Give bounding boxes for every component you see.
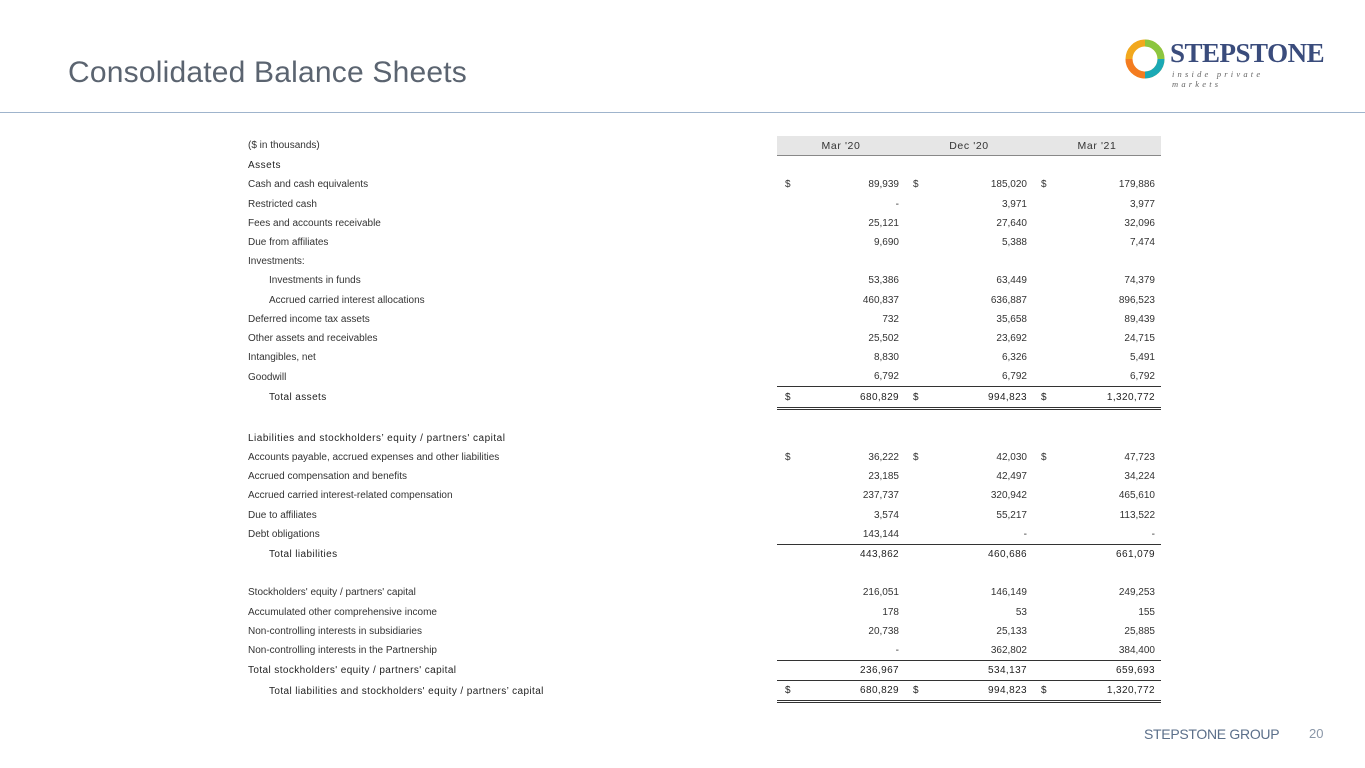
currency-symbol xyxy=(905,622,935,641)
column-header: Dec '20 xyxy=(905,136,1033,156)
column-header: Mar '20 xyxy=(777,136,905,156)
row-label: Accrued carried interest-related compensation xyxy=(248,490,453,502)
table-row xyxy=(244,195,1161,214)
currency-symbol xyxy=(777,348,807,367)
row-value xyxy=(807,156,905,176)
page-title: Consolidated Balance Sheets xyxy=(68,56,468,89)
currency-symbol: $ xyxy=(913,179,919,191)
row-value: 9,690 xyxy=(873,237,899,249)
total-assets-row xyxy=(244,387,1161,408)
row-value: - xyxy=(895,644,899,656)
row-label: Deferred income tax assets xyxy=(248,313,370,325)
currency-symbol xyxy=(905,310,935,329)
header-divider xyxy=(0,112,1365,113)
table-row xyxy=(244,329,1161,348)
currency-symbol xyxy=(777,310,807,329)
currency-symbol: $ xyxy=(1041,179,1047,191)
table-row xyxy=(244,233,1161,252)
currency-symbol xyxy=(905,583,935,602)
row-value: 1,320,772 xyxy=(1063,681,1161,702)
currency-symbol: $ xyxy=(777,387,807,408)
currency-symbol xyxy=(777,291,807,310)
row-label: Liabilities and stockholders’ equity / partners' capital xyxy=(248,432,506,444)
row-label: Non-controlling interests in the Partnership xyxy=(248,645,437,657)
row-value: 236,967 xyxy=(807,661,905,681)
row-label xyxy=(244,408,777,429)
currency-symbol xyxy=(905,252,935,271)
currency-symbol xyxy=(905,348,935,367)
currency-symbol xyxy=(905,408,935,429)
table-row xyxy=(244,603,1161,622)
currency-symbol xyxy=(1033,603,1063,622)
row-label: Assets xyxy=(248,160,282,172)
row-value: 460,837 xyxy=(862,294,899,306)
row-value xyxy=(1063,252,1161,271)
table-row xyxy=(244,583,1161,602)
row-value: 5,491 xyxy=(1129,352,1155,364)
table-row xyxy=(244,641,1161,661)
row-value xyxy=(935,156,1033,176)
table-row xyxy=(244,448,1161,467)
row-value: 25,502 xyxy=(868,332,899,344)
table-row xyxy=(244,467,1161,486)
row-label: Accounts payable, accrued expenses and other liabilities xyxy=(248,452,500,464)
row-value: 362,802 xyxy=(990,644,1027,656)
currency-symbol xyxy=(905,156,935,176)
currency-symbol xyxy=(777,429,807,448)
row-label: Investments: xyxy=(248,256,305,268)
currency-symbol: $ xyxy=(1033,387,1063,408)
row-value: 35,658 xyxy=(996,313,1027,325)
currency-symbol xyxy=(905,506,935,525)
table-row xyxy=(244,348,1161,367)
row-value: 36,222 xyxy=(868,452,899,464)
currency-symbol xyxy=(1033,583,1063,602)
row-value: 661,079 xyxy=(1063,544,1161,564)
row-value: 237,737 xyxy=(862,490,899,502)
currency-symbol xyxy=(1033,195,1063,214)
currency-symbol xyxy=(777,661,807,681)
table-header-row xyxy=(244,136,1161,156)
currency-symbol xyxy=(777,641,807,661)
row-value: 6,792 xyxy=(1129,371,1155,383)
row-label: Intangibles, net xyxy=(248,352,316,364)
currency-symbol xyxy=(777,603,807,622)
table-row xyxy=(244,310,1161,329)
currency-symbol xyxy=(777,467,807,486)
row-value: 994,823 xyxy=(935,681,1033,702)
row-value: 25,133 xyxy=(996,625,1027,637)
row-value: 53,386 xyxy=(868,275,899,287)
row-value: - xyxy=(1151,528,1155,540)
row-value: 384,400 xyxy=(1118,644,1155,656)
currency-symbol xyxy=(777,252,807,271)
row-value: 443,862 xyxy=(807,544,905,564)
currency-symbol xyxy=(905,486,935,505)
row-value: 74,379 xyxy=(1124,275,1155,287)
row-value: 155 xyxy=(1138,606,1155,618)
row-label: Fees and accounts receivable xyxy=(248,217,381,229)
row-value: 6,792 xyxy=(873,371,899,383)
row-value: 8,830 xyxy=(873,352,899,364)
row-label xyxy=(244,564,777,583)
currency-symbol xyxy=(905,214,935,233)
currency-symbol: $ xyxy=(913,452,919,464)
currency-symbol xyxy=(1033,467,1063,486)
currency-symbol xyxy=(1033,641,1063,661)
row-value: 20,738 xyxy=(868,625,899,637)
total-liabilities-row xyxy=(244,544,1161,564)
currency-symbol xyxy=(777,214,807,233)
row-value: 178 xyxy=(882,606,899,618)
row-value: 89,439 xyxy=(1124,313,1155,325)
currency-symbol xyxy=(905,291,935,310)
logo-ring-icon xyxy=(1124,38,1166,80)
row-label: Debt obligations xyxy=(248,529,320,541)
logo-tagline: inside private markets xyxy=(1172,69,1264,89)
table-row xyxy=(244,252,1161,271)
row-value: 25,121 xyxy=(868,217,899,229)
currency-symbol xyxy=(1033,367,1063,387)
currency-symbol: $ xyxy=(905,387,935,408)
table-row xyxy=(244,622,1161,641)
currency-symbol xyxy=(777,156,807,176)
unit-label: ($ in thousands) xyxy=(248,140,320,152)
row-value: 27,640 xyxy=(996,217,1027,229)
row-label: Investments in funds xyxy=(269,275,361,287)
row-value: 143,144 xyxy=(862,528,899,540)
currency-symbol xyxy=(777,367,807,387)
row-label: Total assets xyxy=(269,392,327,404)
row-value: 7,474 xyxy=(1129,237,1155,249)
logo-wordmark: STEPSTONE xyxy=(1170,38,1325,68)
row-label: Total liabilities and stockholders' equity / partners’ capital xyxy=(269,685,544,697)
row-value: 42,497 xyxy=(996,471,1027,483)
row-label: Due from affiliates xyxy=(248,237,329,249)
currency-symbol: $ xyxy=(777,681,807,702)
row-value xyxy=(935,564,1033,583)
row-value: 680,829 xyxy=(807,681,905,702)
table-row xyxy=(244,506,1161,525)
row-value: 42,030 xyxy=(996,452,1027,464)
currency-symbol xyxy=(1033,408,1063,429)
currency-symbol xyxy=(1033,291,1063,310)
currency-symbol xyxy=(1033,329,1063,348)
currency-symbol xyxy=(1033,564,1063,583)
row-value: 249,253 xyxy=(1118,587,1155,599)
currency-symbol xyxy=(1033,271,1063,290)
row-label: Stockholders' equity / partners' capital xyxy=(248,587,416,599)
currency-symbol xyxy=(905,233,935,252)
currency-symbol xyxy=(777,544,807,564)
row-value: 994,823 xyxy=(935,387,1033,408)
section-heading-assets xyxy=(244,156,1161,176)
row-value xyxy=(807,252,905,271)
row-label: Goodwill xyxy=(248,371,287,383)
row-value: 465,610 xyxy=(1118,490,1155,502)
row-label: Due to affiliates xyxy=(248,509,317,521)
currency-symbol xyxy=(1033,156,1063,176)
currency-symbol xyxy=(905,525,935,545)
row-value: 53 xyxy=(1015,606,1027,618)
currency-symbol xyxy=(777,525,807,545)
row-value: 320,942 xyxy=(990,490,1027,502)
currency-symbol xyxy=(905,429,935,448)
currency-symbol: $ xyxy=(905,681,935,702)
currency-symbol xyxy=(1033,525,1063,545)
row-label: Accrued compensation and benefits xyxy=(248,471,407,483)
row-value: 5,388 xyxy=(1001,237,1027,249)
currency-symbol xyxy=(905,544,935,564)
row-value: 1,320,772 xyxy=(1063,387,1161,408)
row-value: 34,224 xyxy=(1124,471,1155,483)
table-row xyxy=(244,175,1161,194)
row-value: 896,523 xyxy=(1118,294,1155,306)
currency-symbol xyxy=(905,564,935,583)
row-value xyxy=(807,429,905,448)
currency-symbol xyxy=(905,329,935,348)
total-liabilities-equity-row xyxy=(244,681,1161,702)
currency-symbol xyxy=(1033,233,1063,252)
row-label: Other assets and receivables xyxy=(248,332,378,344)
row-value: 534,137 xyxy=(935,661,1033,681)
row-value: 636,887 xyxy=(990,294,1027,306)
currency-symbol xyxy=(1033,214,1063,233)
currency-symbol: $ xyxy=(1041,452,1047,464)
row-label: Accumulated other comprehensive income xyxy=(248,606,437,618)
currency-symbol xyxy=(777,195,807,214)
row-value: 216,051 xyxy=(862,587,899,599)
row-value: - xyxy=(895,198,899,210)
table-row xyxy=(244,367,1161,387)
currency-symbol xyxy=(1033,661,1063,681)
row-value: 3,977 xyxy=(1129,198,1155,210)
currency-symbol xyxy=(777,622,807,641)
currency-symbol xyxy=(777,506,807,525)
currency-symbol xyxy=(777,486,807,505)
row-value: 185,020 xyxy=(990,179,1027,191)
row-label: Total liabilities xyxy=(269,548,338,560)
column-header: Mar '21 xyxy=(1033,136,1161,156)
row-value: 6,326 xyxy=(1001,352,1027,364)
currency-symbol xyxy=(905,661,935,681)
row-label: Restricted cash xyxy=(248,198,317,210)
currency-symbol xyxy=(1033,544,1063,564)
table-row xyxy=(244,486,1161,505)
row-value xyxy=(1063,429,1161,448)
currency-symbol xyxy=(1033,252,1063,271)
currency-symbol xyxy=(905,195,935,214)
currency-symbol xyxy=(1033,486,1063,505)
row-value: 32,096 xyxy=(1124,217,1155,229)
currency-symbol xyxy=(905,641,935,661)
table-row xyxy=(244,291,1161,310)
row-value: 55,217 xyxy=(996,509,1027,521)
row-value: 3,574 xyxy=(873,509,899,521)
spacer-row xyxy=(244,408,1161,429)
table-row xyxy=(244,271,1161,290)
row-value: 23,185 xyxy=(868,471,899,483)
row-value xyxy=(935,429,1033,448)
currency-symbol: $ xyxy=(785,179,791,191)
spacer-row xyxy=(244,564,1161,583)
currency-symbol xyxy=(905,271,935,290)
row-label: Total stockholders' equity / partners' capital xyxy=(248,665,457,677)
row-value: 25,885 xyxy=(1124,625,1155,637)
row-value xyxy=(1063,564,1161,583)
row-value: 3,971 xyxy=(1001,198,1027,210)
currency-symbol xyxy=(777,564,807,583)
row-value: 680,829 xyxy=(807,387,905,408)
currency-symbol: $ xyxy=(1033,681,1063,702)
stepstone-logo xyxy=(1124,36,1325,89)
balance-sheet-table xyxy=(244,136,1161,703)
row-value: 659,693 xyxy=(1063,661,1161,681)
row-value: 732 xyxy=(882,313,899,325)
currency-symbol xyxy=(905,467,935,486)
row-value: 146,149 xyxy=(990,587,1027,599)
row-value xyxy=(807,564,905,583)
currency-symbol xyxy=(905,367,935,387)
currency-symbol: $ xyxy=(785,452,791,464)
row-value: 113,522 xyxy=(1119,509,1155,521)
row-value xyxy=(807,408,905,429)
row-value: 24,715 xyxy=(1124,332,1155,344)
row-value xyxy=(935,408,1033,429)
row-value: 460,686 xyxy=(935,544,1033,564)
footer-brand: STEPSTONE GROUP xyxy=(1144,726,1280,742)
row-label: Cash and cash equivalents xyxy=(248,179,369,191)
table-row xyxy=(244,525,1161,545)
total-equity-row xyxy=(244,661,1161,681)
row-value: - xyxy=(1023,528,1027,540)
table-row xyxy=(244,214,1161,233)
page-number: 20 xyxy=(1309,726,1324,741)
row-value: 63,449 xyxy=(996,275,1027,287)
currency-symbol xyxy=(1033,622,1063,641)
row-value xyxy=(1063,156,1161,176)
section-heading-liabilities xyxy=(244,429,1161,448)
currency-symbol xyxy=(777,583,807,602)
row-value xyxy=(935,252,1033,271)
row-value: 179,886 xyxy=(1118,179,1155,191)
row-value: 6,792 xyxy=(1001,371,1027,383)
currency-symbol xyxy=(777,271,807,290)
currency-symbol xyxy=(1033,506,1063,525)
row-label: Non-controlling interests in subsidiaries xyxy=(248,625,422,637)
row-value: 47,723 xyxy=(1124,452,1155,464)
currency-symbol xyxy=(1033,310,1063,329)
row-label: Accrued carried interest allocations xyxy=(269,294,425,306)
currency-symbol xyxy=(777,233,807,252)
currency-symbol xyxy=(905,603,935,622)
currency-symbol xyxy=(1033,348,1063,367)
currency-symbol xyxy=(1033,429,1063,448)
row-value: 89,939 xyxy=(868,179,899,191)
row-value xyxy=(1063,408,1161,429)
currency-symbol xyxy=(777,408,807,429)
row-value: 23,692 xyxy=(996,332,1027,344)
currency-symbol xyxy=(777,329,807,348)
